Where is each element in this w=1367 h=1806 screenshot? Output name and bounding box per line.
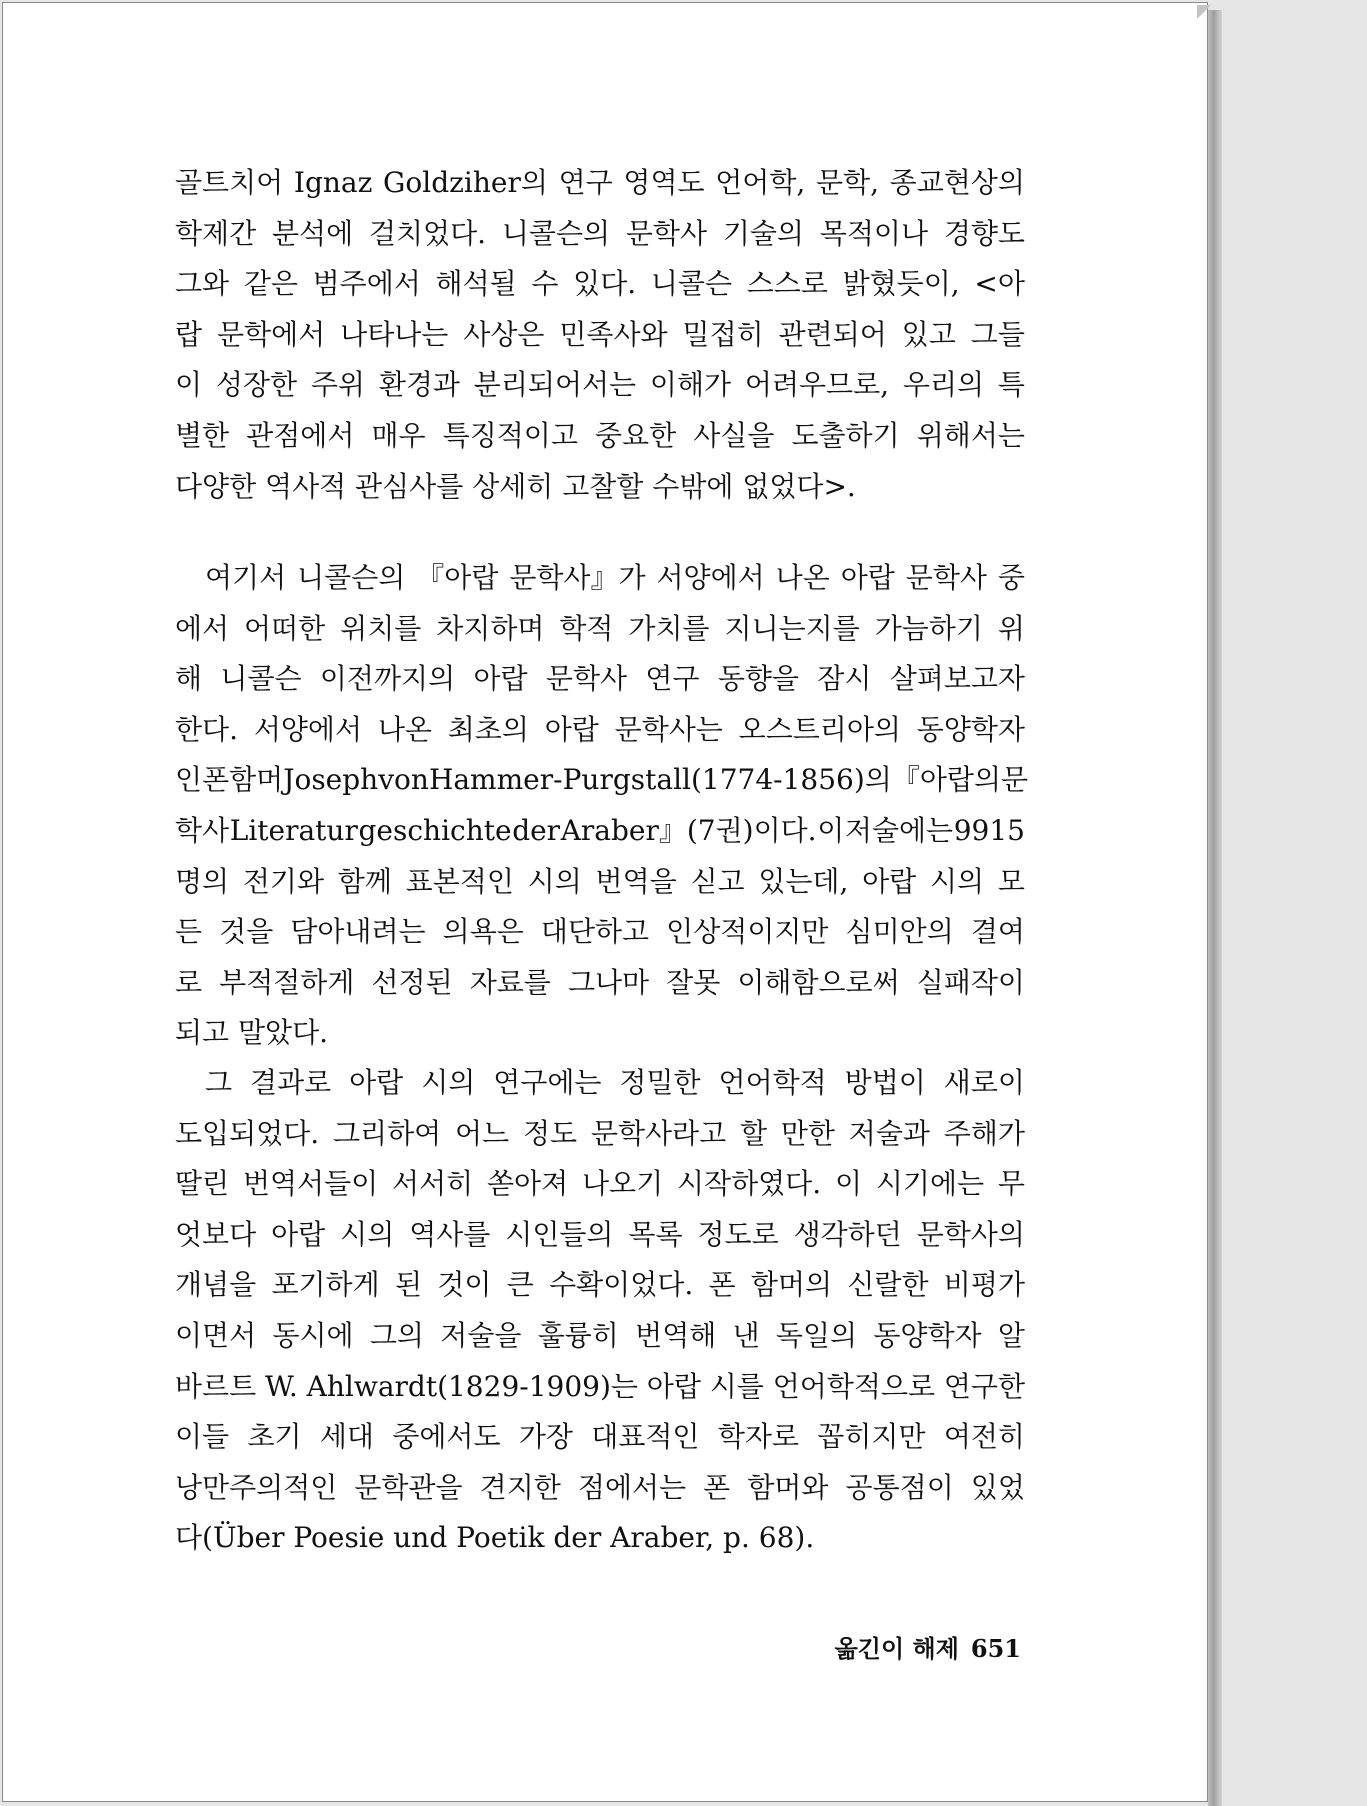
text-line: 낭만주의적인 문학관을 견지한 점에서는 폰 함머와 공통점이 있었: [175, 1470, 1025, 1504]
page-footer: [835, 1629, 1021, 1664]
paragraph-3: [175, 1058, 1025, 1564]
text-line: 에서 어떠한 위치를 차지하며 학적 가치를 지니는지를 가늠하기 위: [175, 611, 1025, 645]
text-line: 다(Über Poesie und Poetik der Araber, p. 68).: [175, 1521, 815, 1555]
page-number: 651: [970, 1634, 1021, 1663]
paragraph-2: [175, 553, 1029, 1059]
text-line: 개념을 포기하게 된 것이 큰 수확이었다. 폰 함머의 신랄한 비평가: [175, 1268, 1025, 1302]
text-line: 별한 관점에서 매우 특징적이고 중요한 사실을 도출하기 위해서는: [175, 418, 1025, 452]
text-line: 그 결과로 아랍 시의 연구에는 정밀한 언어학적 방법이 새로이: [205, 1066, 1025, 1099]
running-head: 옮긴이 해제: [834, 1635, 959, 1663]
text-line: 엇보다 아랍 시의 역사를 시인들의 목록 정도로 생각하던 문학사의: [175, 1217, 1025, 1251]
book-page: [2, 2, 1208, 1802]
text-line: 랍 문학에서 나타나는 사상은 민족사와 밀접히 관련되어 있고 그들: [175, 317, 1025, 351]
page-edge-shadow: [1208, 10, 1222, 1806]
text-line: 한다. 서양에서 나온 최초의 아랍 문학사는 오스트리아의 동양학자: [175, 712, 1025, 746]
paragraph-1: [175, 158, 1025, 512]
text-line: 도입되었다. 그리하여 어느 정도 문학사라고 할 만한 저술과 주해가: [175, 1116, 1025, 1150]
text-line: 학사 Literatur geschichte der Araber』(7권)이다. 이 저술에는 9915: [175, 813, 1025, 847]
text-line: 인 폰 함머 Joseph von Hammer-Purgstall(1774-1856)의 『아랍의 문: [175, 763, 1029, 797]
text-line: 이들 초기 세대 중에서도 가장 대표적인 학자로 꼽히지만 여전히: [175, 1420, 1025, 1454]
text-line: 골트치어 Ignaz Goldziher의 연구 영역도 언어학, 문학, 종교현상의: [175, 166, 1025, 199]
text-line: 이면서 동시에 그의 저술을 훌륭히 번역해 낸 독일의 동양학자 알: [175, 1318, 1025, 1352]
text-line: 다양한 역사적 관심사를 상세히 고찰할 수밖에 없었다>.: [175, 469, 856, 503]
text-line: 여기서 니콜슨의 『아랍 문학사』가 서양에서 나온 아랍 문학사 중: [205, 561, 1025, 594]
text-line: 로 부적절하게 선정된 자료를 그나마 잘못 이해함으로써 실패작이: [175, 965, 1025, 999]
text-line: 학제간 분석에 걸치었다. 니콜슨의 문학사 기술의 목적이나 경향도: [175, 216, 1025, 250]
text-line: 그와 같은 범주에서 해석될 수 있다. 니콜슨 스스로 밝혔듯이, <아: [175, 267, 1025, 301]
text-line: 해 니콜슨 이전까지의 아랍 문학사 연구 동향을 잠시 살펴보고자: [175, 662, 1025, 696]
text-line: 바르트 W. Ahlwardt(1829-1909)는 아랍 시를 언어학적으로 연구한: [175, 1369, 1025, 1403]
text-line: 든 것을 담아내려는 의욕은 대단하고 인상적이지만 심미안의 결여: [175, 915, 1025, 949]
text-line: 이 성장한 주위 환경과 분리되어서는 이해가 어려우므로, 우리의 특: [175, 368, 1025, 402]
text-line: 딸린 번역서들이 서서히 쏟아져 나오기 시작하였다. 이 시기에는 무: [175, 1167, 1025, 1201]
text-line: 명의 전기와 함께 표본적인 시의 번역을 싣고 있는데, 아랍 시의 모: [175, 864, 1025, 898]
text-line: 되고 말았다.: [175, 1016, 329, 1050]
